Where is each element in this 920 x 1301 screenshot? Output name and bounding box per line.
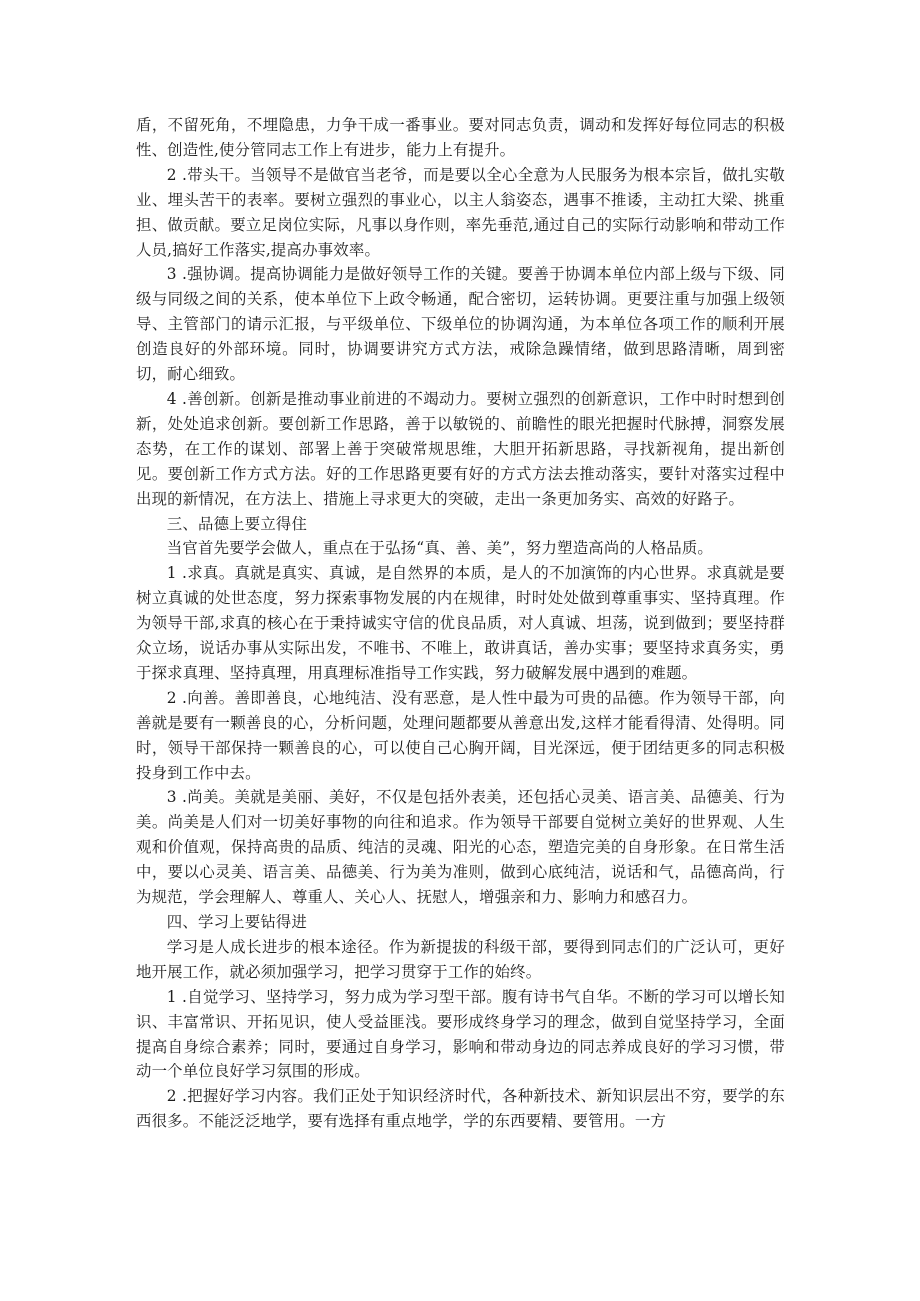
section-heading-learning: 四、学习上要钻得进	[166, 913, 308, 931]
paragraph-coordination: 3 .强协调。提高协调能力是做好领导工作的关键。要善于协调本单位内部上级与下级、同级与同级之间的关系，使本单位下上政令畅通，配合密切，运转协调。更要注重与加强上级领导、主管部门的请示汇报，与平级单位、下级单位的协调沟通，为本单位各项工作的顺利开展创造良好的外部环境。同时，协调要讲究方式方法，戒除急躁情绪，做到思路清晰，周到密切，耐心细致。	[136, 265, 785, 384]
paragraph-innovation: 4 .善创新。创新是推动事业前进的不竭动力。要树立强烈的创新意识，工作中时时想到创新，处处追求创新。要创新工作思路，善于以敏锐的、前瞻性的眼光把握时代脉搏，洞察发展态势，在工作的谋划、部署上善于突破常规思维，大胆开拓新思路，寻找新视角，提出新创见。要创新工作方式方法。好的工作思路更要有好的方式方法去推动落实，要针对落实过程中出现的新情况，在方法上、措施上寻求更大的突破，走出一条更加务实、高效的好路子。	[136, 389, 785, 508]
paragraph-seek-truth: 1 .求真。真就是真实、真诚，是自然界的本质，是人的不加演饰的内心世界。求真就是要树立真诚的处世态度，努力探索事物发展的内在规律，时时处处做到尊重事实、坚持真理。作为领导干部,求真的核心在于秉持诚实守信的优良品质，对人真诚、坦荡，说到做到；要坚持群众立场，说话办事从实际出发，不唯书、不唯上，敢讲真话，善办实事；要坚持求真务实，勇于探求真理、坚持真理，用真理标准指导工作实践，努力破解发展中遇到的难题。	[136, 564, 785, 682]
paragraph-lead-by-example: 2 .带头干。当领导不是做官当老爷，而是要以全心全意为人民服务为根本宗旨，做扎实敬业、埋头苦干的表率。要树立强烈的事业心，以主人翁姿态，遇事不推诿，主动扛大梁、挑重担、做贡献。要立足岗位实际，凡事以身作则，率先垂范,通过自己的实际行动影响和带动工作人员,搞好工作落实,提高办事效率。	[136, 165, 785, 259]
paragraph-continuation: 盾，不留死角，不埋隐患，力争干成一番事业。要对同志负责，调动和发挥好每位同志的积极性、创造性,使分管同志工作上有进步，能力上有提升。	[136, 116, 785, 159]
paragraph-beauty: 3 .尚美。美就是美丽、美好，不仅是包括外表美，还包括心灵美、语言美、品德美、行为美。尚美是人们对一切美好事物的向往和追求。作为领导干部要自觉树立美好的世界观、人生观和价值观，保持高贵的品质、纯洁的灵魂、阳光的心态，塑造完美的自身形象。在日常生活中，要以心灵美、语言美、品德美、行为美为准则，做到心底纯洁，说话和气，品德高尚，行为规范，学会理解人、尊重人、关心人、抚慰人，增强亲和力、影响力和感召力。	[136, 788, 785, 907]
section-heading-morality: 三、品德上要立得住	[166, 514, 308, 533]
paragraph-kindness: 2 .向善。善即善良，心地纯洁、没有恶意，是人性中最为可贵的品德。作为领导干部，向善就是要有一颗善良的心，分析问题，处理问题都要从善意出发,这样才能看得清、处得明。同时，领导干部保持一颗善良的心，可以使自己心胸开阔，目光深远，便于团结更多的同志积极投身到工作中去。	[136, 688, 785, 782]
paragraph-learning-content: 2 .把握好学习内容。我们正处于知识经济时代，各种新技术、新知识层出不穷，要学的东西很多。不能泛泛地学，要有选择有重点地学，学的东西要精、要管用。一方	[136, 1087, 785, 1131]
paragraph-learning-intro: 学习是人成长进步的根本途径。作为新提拔的科级干部，要得到同志们的广泛认可，更好地开展工作，就必须加强学习，把学习贯穿于工作的始终。	[136, 937, 785, 981]
document-page	[136, 113, 785, 1134]
paragraph-self-learning: 1 .自觉学习、坚持学习，努力成为学习型干部。腹有诗书气自华。不断的学习可以增长知识、丰富常识、开拓见识，使人受益匪浅。要形成终身学习的理念，做到自觉坚持学习，全面提高自身综合素养；同时，要通过自身学习，影响和带动身边的同志养成良好的学习习惯，带动一个单位良好学习氛围的形成。	[136, 987, 785, 1081]
paragraph-morality-intro: 当官首先要学会做人，重点在于弘扬“真、善、美”，努力塑造高尚的人格品质。	[166, 539, 714, 558]
